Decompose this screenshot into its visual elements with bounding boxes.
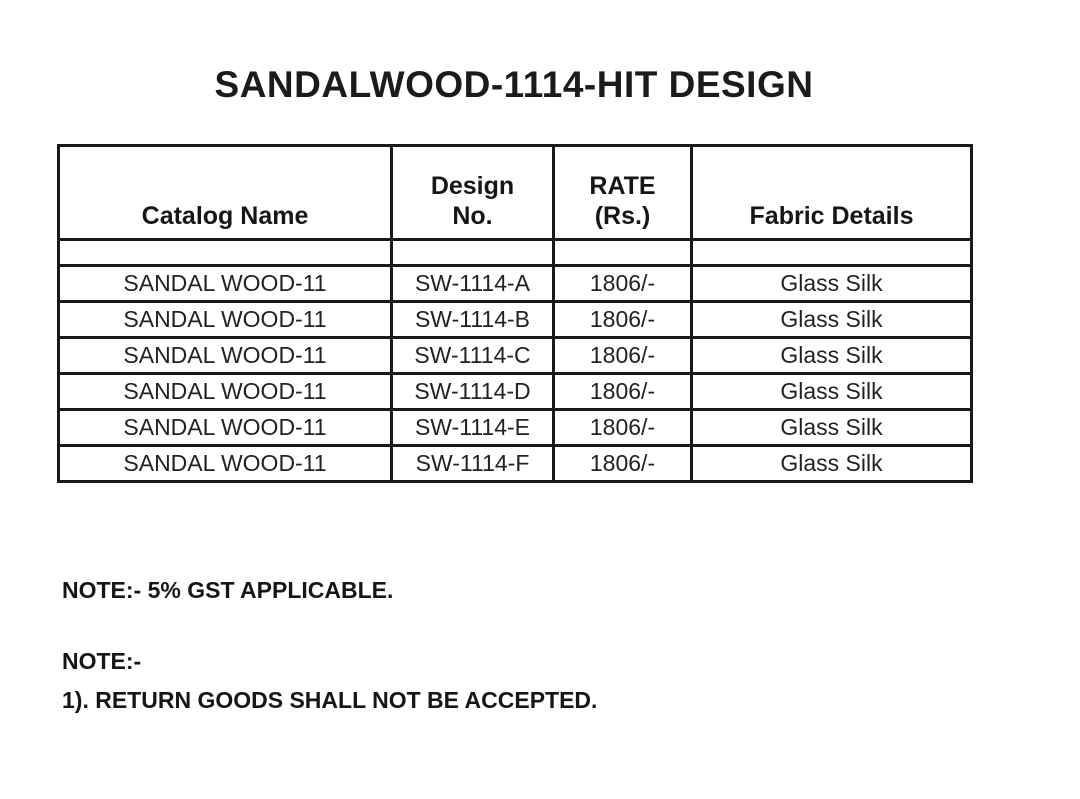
note-gst-applicable: NOTE:- 5% GST APPLICABLE. [62,577,394,603]
column-header-label-line: Design [430,172,515,200]
cell-design-no: SW-1114-F [392,446,554,482]
cell-design-no: SW-1114-B [392,302,554,338]
cell-catalog-name: SANDAL WOOD-11 [59,266,392,302]
cell-catalog-name: SANDAL WOOD-11 [59,410,392,446]
cell-rate: 1806/- [554,410,692,446]
cell-design-no: SW-1114-D [392,374,554,410]
note-heading: NOTE:- [62,648,142,674]
table-row [59,338,972,374]
price-list-table [57,144,973,483]
cell-catalog-name: SANDAL WOOD-11 [59,446,392,482]
cell-fabric-details: Glass Silk [692,446,972,482]
column-header-label-line: No. [452,202,493,230]
column-header-catalog-name [59,146,392,240]
empty-cell [392,240,554,266]
column-header-design-no [392,146,554,240]
cell-design-no: SW-1114-E [392,410,554,446]
column-header-label-line: (Rs.) [594,202,651,230]
cell-fabric-details: Glass Silk [692,410,972,446]
cell-catalog-name: SANDAL WOOD-11 [59,338,392,374]
column-header-fabric-details [692,146,972,240]
empty-spacer-row [59,240,972,266]
table-row [59,374,972,410]
cell-catalog-name: SANDAL WOOD-11 [59,302,392,338]
cell-design-no: SW-1114-C [392,338,554,374]
cell-fabric-details: Glass Silk [692,266,972,302]
header-row [59,146,972,240]
column-header-label: Fabric Details [749,202,914,230]
note-return-policy: 1). RETURN GOODS SHALL NOT BE ACCEPTED. [62,687,598,713]
table-row [59,266,972,302]
cell-fabric-details: Glass Silk [692,338,972,374]
cell-design-no: SW-1114-A [392,266,554,302]
table-row [59,302,972,338]
column-header-label-line: RATE [589,172,656,200]
cell-rate: 1806/- [554,374,692,410]
empty-cell [692,240,972,266]
cell-rate: 1806/- [554,302,692,338]
table-row [59,446,972,482]
table-row [59,410,972,446]
cell-rate: 1806/- [554,338,692,374]
cell-fabric-details: Glass Silk [692,374,972,410]
column-header-rate [554,146,692,240]
cell-catalog-name: SANDAL WOOD-11 [59,374,392,410]
cell-rate: 1806/- [554,266,692,302]
cell-rate: 1806/- [554,446,692,482]
column-header-label: Catalog Name [141,202,309,230]
cell-fabric-details: Glass Silk [692,302,972,338]
empty-cell [59,240,392,266]
page-title: SANDALWOOD-1114-HIT DESIGN [214,64,814,105]
empty-cell [554,240,692,266]
